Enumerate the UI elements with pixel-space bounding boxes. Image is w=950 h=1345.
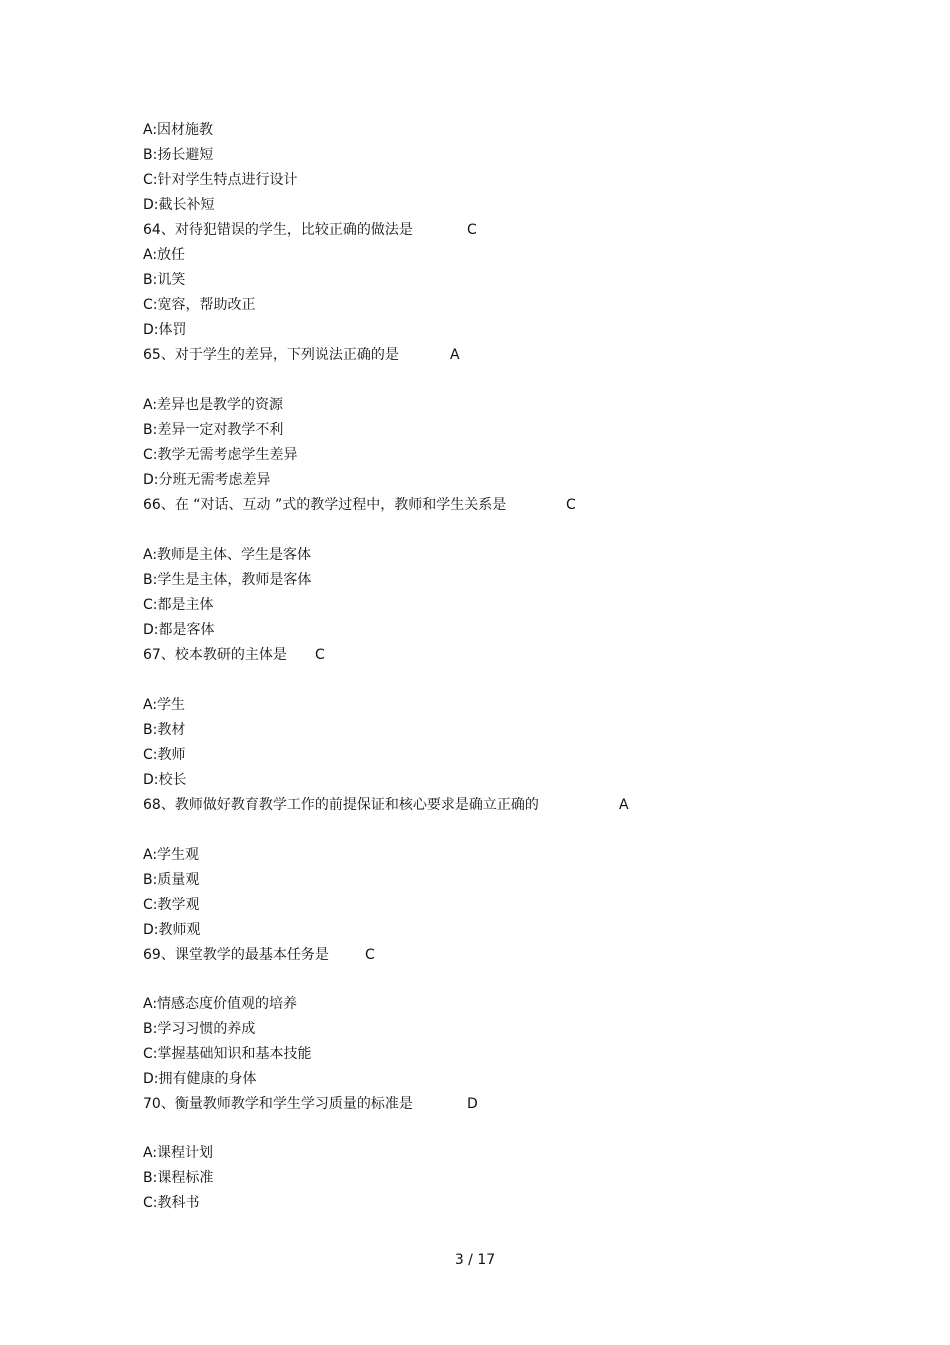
question-68: 68、教师做好教育教学工作的前提保证和核心要求是确立正确的 (143, 797, 539, 813)
answer-67: C (315, 647, 325, 663)
option-line: C:教学无需考虑学生差异 (143, 447, 298, 463)
option-line: D:体罚 (143, 322, 187, 338)
option-line: A:放任 (143, 247, 186, 263)
option-line: B:扬长避短 (143, 147, 214, 163)
option-line: C:教科书 (143, 1195, 200, 1211)
question-65: 65、对于学生的差异，下列说法正确的是 (143, 347, 399, 363)
option-line: D:拥有健康的身体 (143, 1071, 257, 1087)
question-64: 64、对待犯错误的学生，比较正确的做法是 (143, 222, 413, 238)
option-line: C:教师 (143, 747, 186, 763)
question-69: 69、课堂教学的最基本任务是 (143, 947, 329, 963)
option-line: C:针对学生特点进行设计 (143, 172, 298, 188)
option-line: D:分班无需考虑差异 (143, 472, 271, 488)
option-line: C:都是主体 (143, 597, 214, 613)
answer-70: D (467, 1096, 478, 1112)
option-line: A:情感态度价值观的培养 (143, 996, 298, 1012)
option-line: D:校长 (143, 772, 187, 788)
option-line: B:讥笑 (143, 272, 186, 288)
option-line: B:差异一定对教学不利 (143, 422, 284, 438)
option-line: B:课程标准 (143, 1170, 214, 1186)
option-line: D:都是客体 (143, 622, 215, 638)
option-line: B:教材 (143, 722, 186, 738)
answer-66: C (566, 497, 576, 513)
question-67: 67、校本教研的主体是 (143, 647, 287, 663)
answer-64: C (467, 222, 477, 238)
option-line: C:宽容，帮助改正 (143, 297, 256, 313)
answer-69: C (365, 947, 375, 963)
option-line: B:学习习惯的养成 (143, 1021, 256, 1037)
option-line: B:质量观 (143, 872, 200, 888)
option-line: A:差异也是教学的资源 (143, 397, 284, 413)
page-number: 3 / 17 (454, 1252, 496, 1268)
option-line: C:掌握基础知识和基本技能 (143, 1046, 312, 1062)
answer-68: A (619, 797, 629, 813)
option-line: D:教师观 (143, 922, 201, 938)
question-70: 70、衡量教师教学和学生学习质量的标准是 (143, 1096, 413, 1112)
answer-65: A (450, 347, 460, 363)
option-line: A:教师是主体、学生是客体 (143, 547, 312, 563)
question-66: 66、在 “对话、互动 ”式的教学过程中，教师和学生关系是 (143, 497, 507, 513)
option-line: A:学生 (143, 697, 186, 713)
option-line: C:教学观 (143, 897, 200, 913)
option-line: B:学生是主体，教师是客体 (143, 572, 312, 588)
option-line: D:截长补短 (143, 197, 215, 213)
option-line: A:课程计划 (143, 1145, 214, 1161)
option-line: A:学生观 (143, 847, 200, 863)
option-line: A:因材施教 (143, 122, 214, 138)
